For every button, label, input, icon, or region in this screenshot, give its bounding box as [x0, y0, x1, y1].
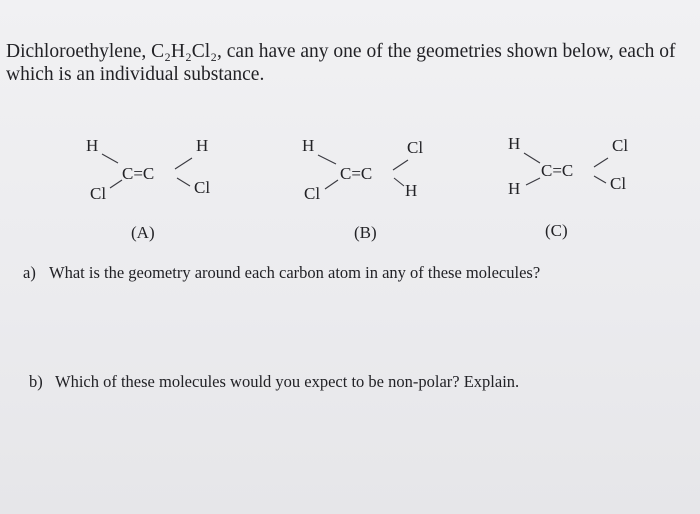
- question-b-text: Which of these molecules would you expect to be non-polar? Explain.: [55, 372, 520, 391]
- molecule-a-top-right-atom: H: [196, 136, 209, 155]
- molecule-b-structure: [300, 132, 450, 207]
- question-a: [23, 263, 540, 283]
- question-a-text: What is the geometry around each carbon atom in any of these molecules?: [49, 263, 541, 282]
- molecule-c-bond-bottom-right: [594, 176, 606, 183]
- molecule-a-bond-bottom-left: [110, 180, 122, 188]
- molecule-a-bottom-left-atom: Cl: [90, 184, 107, 203]
- molecule-b-diagram: [300, 132, 450, 207]
- question-a-letter: a): [23, 263, 36, 282]
- molecule-c-bottom-left-atom: H: [508, 179, 521, 198]
- molecule-b-bottom-left-atom: Cl: [304, 184, 321, 203]
- molecule-b-label: (B): [354, 223, 377, 242]
- molecule-c-bond-top-right: [594, 158, 608, 167]
- molecule-c-top-left-atom: H: [508, 134, 521, 153]
- molecule-b-top-left-atom: H: [302, 136, 315, 155]
- molecule-c-bond-bottom-left: [526, 178, 540, 185]
- molecule-a-bond-top-right: [175, 158, 192, 169]
- problem-statement-line-2: which is an individual substance.: [6, 64, 265, 85]
- molecule-c-top-right-atom: Cl: [612, 136, 629, 155]
- molecule-c-label: (C): [545, 221, 568, 240]
- molecule-a-diagram: [82, 132, 232, 207]
- question-b-letter: b): [29, 372, 43, 391]
- molecule-b-bond-bottom-right: [394, 178, 404, 186]
- molecule-b-double-bond-core: C=C: [340, 164, 373, 183]
- problem-statement-line-1: Dichloroethylene, C₂H₂Cl₂, can have any one of the geometries shown below, each of: [6, 41, 676, 62]
- molecule-c-double-bond-core: C=C: [541, 161, 574, 180]
- molecule-c-bond-top-left: [524, 153, 540, 163]
- molecule-c-structure: [504, 132, 654, 207]
- molecule-b-bond-top-right: [393, 160, 408, 170]
- molecule-c-diagram: [504, 132, 654, 207]
- molecule-a-structure: [82, 132, 232, 207]
- molecule-a-bond-top-left: [102, 154, 118, 163]
- molecule-b-bottom-right-atom: H: [405, 181, 418, 200]
- molecule-c-bottom-right-atom: Cl: [610, 174, 627, 193]
- molecule-a-double-bond-core: C=C: [122, 164, 155, 183]
- molecule-a-label: (A): [131, 223, 155, 242]
- question-b: [29, 372, 519, 392]
- problem-statement: [6, 40, 686, 86]
- molecule-b-top-right-atom: Cl: [407, 138, 424, 157]
- molecule-a-bond-bottom-right: [177, 178, 190, 186]
- molecule-a-top-left-atom: H: [86, 136, 99, 155]
- molecule-b-bond-top-left: [318, 155, 336, 164]
- molecule-a-bottom-right-atom: Cl: [194, 178, 211, 197]
- molecule-b-bond-bottom-left: [325, 180, 338, 189]
